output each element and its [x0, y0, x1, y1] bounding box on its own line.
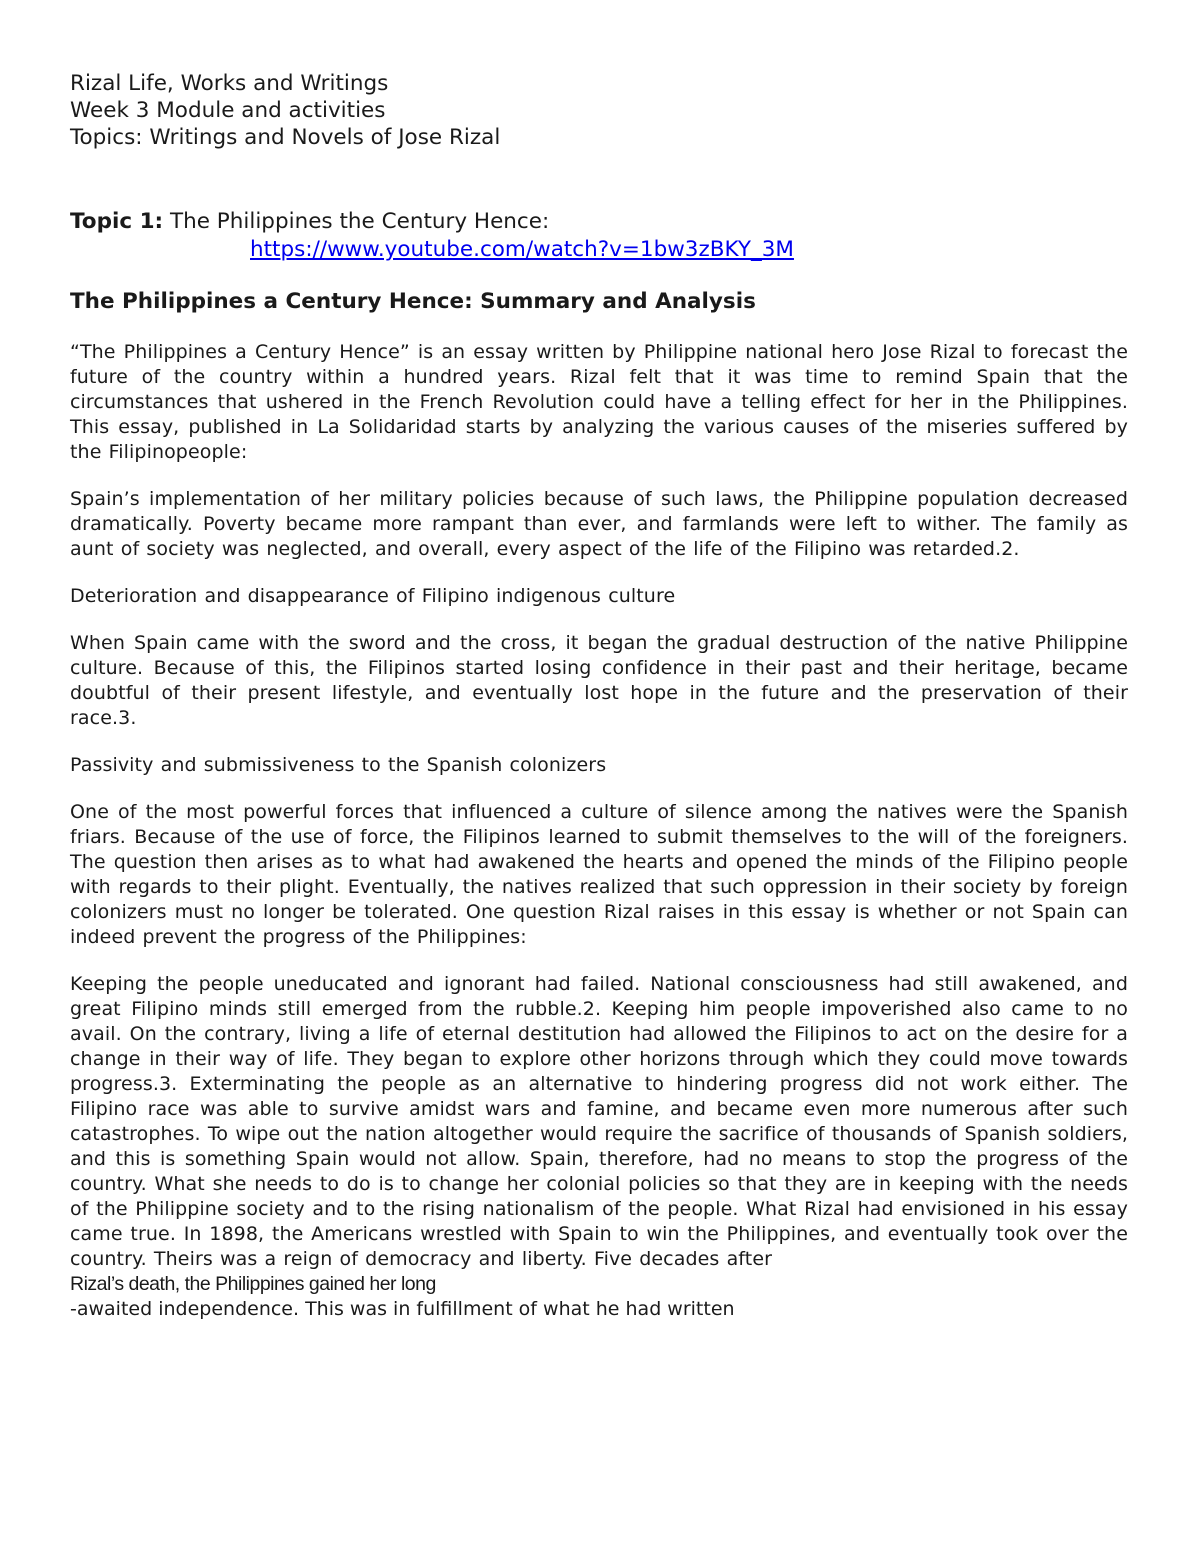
- trailing-line-1: Rizal’s death, the Philippines gained her long: [70, 1273, 436, 1295]
- military-paragraph: Spain’s implementation of her military policies because of such laws, the Philippine population decreased dramatically. Poverty became more rampant than ever, and farmlands were left to wither. The family as aunt of society was neglected, and overall, every aspect of the life of the Filipino was retarded.2.: [70, 488, 1128, 560]
- module-week: Week 3 Module and activities: [70, 98, 386, 123]
- culture-paragraph: When Spain came with the sword and the cross, it began the gradual destruction of the native Philippine culture. Because of this, the Filipinos started losing confidence in their past and their heritage, became doubtful of their present lifestyle, and eventually lost hope in the future and the preservation of their race.3.: [70, 632, 1128, 729]
- topics-line: Topics: Writings and Novels of Jose Rizal: [70, 125, 501, 150]
- course-title: Rizal Life, Works and Writings: [70, 71, 389, 96]
- topic-1-heading: [70, 208, 1128, 235]
- topic-link-row: [70, 235, 1128, 264]
- youtube-link[interactable]: https://www.youtube.com/watch?v=1bw3zBKY_3M: [250, 237, 794, 262]
- topic-title: The Philippines the Century Hence:: [163, 209, 550, 234]
- document-page: [70, 70, 1128, 1322]
- keeping-paragraph: Keeping the people uneducated and ignorant had failed. National consciousness had still awakened, and great Filipino minds still emerged from the rubble.2. Keeping him people impoverished also came to no avail. On the contrary, living a life of eternal destitution had allowed the Filipinos to act on the desire for a change in their way of life. They began to explore other horizons through which they could move towards progress.3. Exterminating the people as an alternative to hindering progress did not work either. The Filipino race was able to survive amidst wars and famine, and became even more numerous after such catastrophes. To wipe out the nation altogether would require the sacrifice of thousands of Spanish soldiers, and this is something Spain would not allow. Spain, therefore, had no means to stop the progress of the country. What she needs to do is to change her colonial policies so that they are in keeping with the needs of the Philippine society and to the rising nationalism of the people. What Rizal had envisioned in his essay came true. In 1898, the Americans wrestled with Spain to win the Philippines, and eventually took over the country. Theirs was a reign of democracy and liberty. Five decades after: [70, 973, 1128, 1270]
- passivity-heading: Passivity and submissiveness to the Spanish colonizers: [70, 754, 607, 776]
- deterioration-heading: Deterioration and disappearance of Filipino indigenous culture: [70, 585, 676, 607]
- section-heading: The Philippines a Century Hence: Summary and Analysis: [70, 289, 756, 314]
- topic-label: Topic 1:: [70, 209, 164, 234]
- friars-paragraph: One of the most powerful forces that influenced a culture of silence among the natives were the Spanish friars. Because of the use of force, the Filipinos learned to submit themselves to the will of the foreigners. The question then arises as to what had awakened the hearts and opened the minds of the Filipino people with regards to their plight. Eventually, the natives realized that such oppression in their society by foreign colonizers must no longer be tolerated. One question Rizal raises in this essay is whether or not Spain can indeed prevent the progress of the Philippines:: [70, 801, 1128, 948]
- trailing-line-2: -awaited independence. This was in fulfillment of what he had written: [70, 1298, 735, 1320]
- intro-paragraph: “The Philippines a Century Hence” is an essay written by Philippine national hero Jose Rizal to forecast the future of the country within a hundred years. Rizal felt that it was time to remind Spain that the circumstances that ushered in the French Revolution could have a telling effect for her in the Philippines. This essay, published in La Solidaridad starts by analyzing the various causes of the miseries suffered by the Filipinopeople:: [70, 341, 1128, 463]
